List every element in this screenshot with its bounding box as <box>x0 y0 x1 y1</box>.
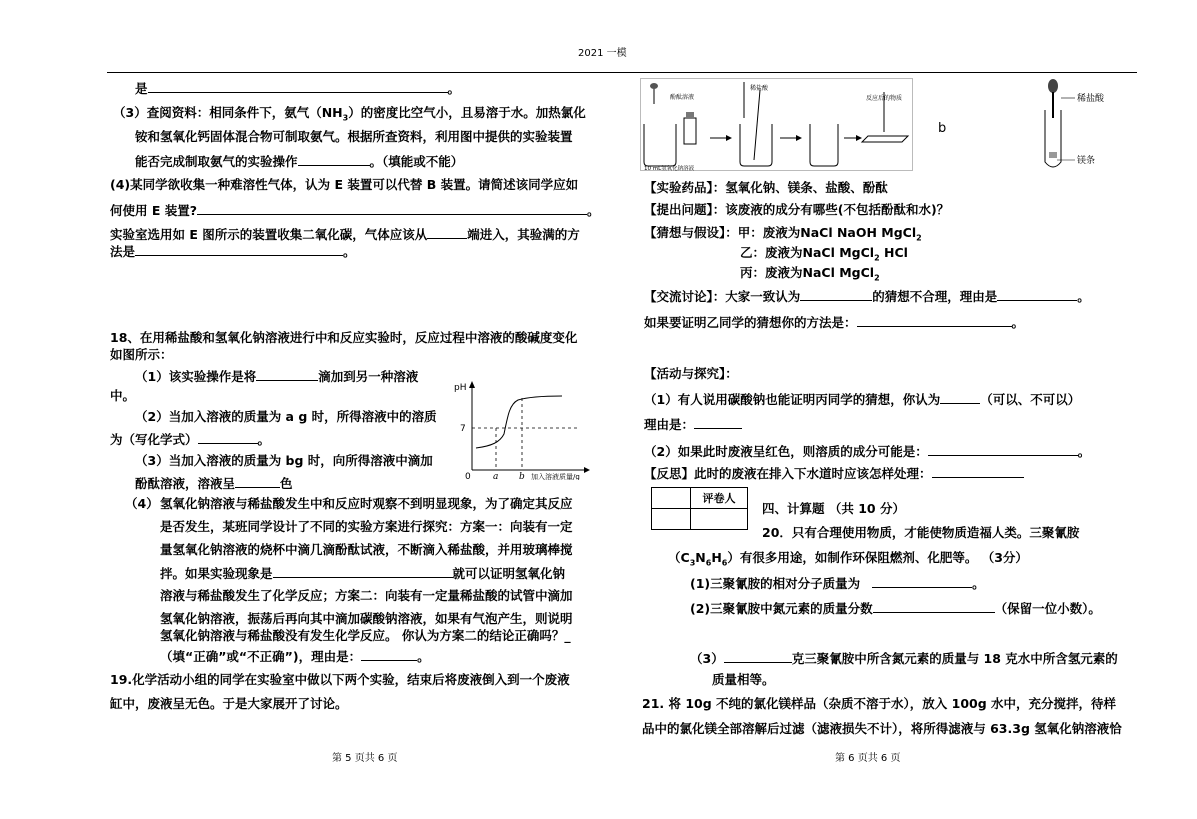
answer-blank[interactable] <box>873 600 995 613</box>
y-tick-7: 7 <box>460 424 466 434</box>
q20-line-a: 20．只有合理使用物质，才能使物质造福人类。三聚氰胺 <box>762 525 1080 540</box>
x-tick-a: a <box>493 472 499 480</box>
answer-blank[interactable] <box>800 288 872 301</box>
answer-blank[interactable] <box>997 288 1077 301</box>
score-table <box>651 487 748 530</box>
magnesium-strip-icon <box>1049 152 1057 158</box>
q18-2-line-a: （2）当加入溶液的质量为 a g 时，所得溶液中的溶质 <box>135 409 437 424</box>
q3-line-c: 铵和氢氧化钙固体混合物可制取氨气。根据所查资料，利用图中提供的实验装置 <box>135 129 573 144</box>
arrow-head-icon <box>796 135 802 141</box>
beaker-icon <box>740 124 772 166</box>
q19-line-a: 19.化学活动小组的同学在实验室中做以下两个实验，结束后将废液倒入到一个废液 <box>110 672 570 687</box>
beaker-icon <box>644 124 676 166</box>
x-tick-b: b <box>519 472 525 480</box>
q18-line-b: 如图所示： <box>110 347 173 362</box>
answer-blank[interactable] <box>197 202 587 215</box>
dropper-bulb-icon <box>650 83 658 89</box>
q18-4-line-h: （填“正确”或“不正确”)，理由是： 。 <box>160 649 430 664</box>
bottle-icon <box>684 118 696 144</box>
q18-4-line-c: 量氢氧化钠溶液的烧杯中滴几滴酚酞试液，不断滴入稀盐酸，并用玻璃棒搅 <box>160 542 573 557</box>
figure-border <box>641 79 913 171</box>
arrow-head-icon <box>726 135 732 141</box>
footer-left: 第 5 页共 6 页 <box>332 753 398 764</box>
q18-3-line-b: 酚酞溶液，溶液呈 色 <box>135 476 293 491</box>
question-line: 【提出问题】：该废液的成分有哪些(不包括酚酞和水)？ <box>644 202 950 217</box>
answer-blank[interactable] <box>857 314 1012 327</box>
y-label: pH <box>454 383 467 393</box>
q18-3-line-a: （3）当加入溶液的质量为 bg 时，向所得溶液中滴加 <box>135 453 433 468</box>
hypothesis-a: 【猜想与假设】：甲：废液为NaCl NaOH MgCl$_2$ <box>644 225 922 243</box>
y-axis-arrow <box>469 381 475 388</box>
answer-blank[interactable] <box>148 80 448 93</box>
beaker-icon <box>810 124 838 166</box>
glass-rod-icon <box>754 90 760 160</box>
footer-right: 第 6 页共 6 页 <box>835 753 901 764</box>
answer-blank[interactable] <box>235 475 280 488</box>
answer-blank[interactable] <box>940 391 980 404</box>
answer-blank[interactable] <box>361 648 417 661</box>
q4-line-b: 何使用 E 装置? 。 <box>110 203 600 218</box>
ph-graph <box>452 376 602 480</box>
glass-plate-icon <box>862 136 908 142</box>
q20-1-line: (1)三聚氰胺的相对分子质量为 。 <box>690 576 985 591</box>
q18-4-line-b: 是否发生，某班同学设计了不同的实验方案进行探究：方案一：向装有一定 <box>160 519 573 534</box>
q20-3-line-c: 质量相等。 <box>712 672 775 687</box>
label-b: b <box>938 121 947 136</box>
label-hcl: 稀盐酸 <box>750 85 769 92</box>
answer-blank[interactable] <box>932 465 1024 478</box>
q21-line-a: 21. 将 10g 不纯的氯化镁样品（杂质不溶于水），放入 100g 水中，充分搅拌，待样 <box>642 696 1117 711</box>
label-hcl2: 稀盐酸 <box>1077 94 1105 104</box>
prove-line: 如果要证明乙同学的猜想你的方法是： 。 <box>644 315 1025 330</box>
score-cell[interactable] <box>652 509 691 530</box>
origin-label: 0 <box>465 472 471 480</box>
q18-4-line-e: 溶液与稀盐酸发生了化学反应；方案二：向装有一定量稀盐酸的试管中滴加 <box>160 588 573 603</box>
grader-label: 评卷人 <box>691 488 748 509</box>
answer-blank[interactable] <box>256 368 318 381</box>
answer-blank[interactable] <box>427 226 467 239</box>
bottle-cap-icon <box>686 112 694 118</box>
activity-2-line: （2）如果此时废液呈红色，则溶质的成分可能是： 。 <box>644 444 1091 459</box>
answer-blank[interactable] <box>694 416 742 429</box>
q18-2-line-b: 为（写化学式） 。 <box>110 432 271 447</box>
x-label: 加入溶液质量/g <box>531 473 580 480</box>
answer-blank[interactable] <box>928 443 1078 456</box>
dropper-bulb-icon <box>1048 79 1058 93</box>
q19-line-b: 缸中，废液呈无色。于是大家展开了讨论。 <box>110 696 348 711</box>
q18-4-line-d: 拌。如果实验现象是 就可以证明氢氧化钠 <box>160 566 566 581</box>
q3-line-d: 能否完成制取氨气的实验操作 。（填能或不能） <box>135 154 464 169</box>
answer-blank[interactable] <box>724 650 792 663</box>
section-4-title: 四、计算题 （共 10 分） <box>762 501 905 516</box>
q21-line-b: 品中的氯化镁全部溶解后过滤（滤液损失不计），将所得滤液与 63.3g 氢氧化钠溶液恰 <box>642 721 1122 736</box>
reflect-line: 【反思】此时的废液在排入下水道时应该怎样处理： <box>644 465 1024 482</box>
grader-cell[interactable] <box>691 509 748 530</box>
q4-line-a: (4)某同学欲收集一种难溶性气体，认为 E 装置可以代替 B 装置。请简述该同学应如 <box>110 177 579 192</box>
q5-line-b: 法是 。 <box>110 244 356 259</box>
q18-4-line-f: 氢氧化钠溶液，振荡后再向其中滴加碳酸钠溶液，如果有气泡产生，则说明 <box>160 611 573 626</box>
answer-blank[interactable] <box>198 431 258 444</box>
q18-4-line-a: 氢氧化钠溶液与稀盐酸发生中和反应时观察不到明显现象，为了确定其反应 <box>160 496 573 511</box>
label-naoh: 10 mL氢氧化钠溶液 <box>644 166 695 172</box>
experiment-figure <box>640 78 915 172</box>
answer-blank[interactable] <box>273 565 453 578</box>
line-1: 是 。 <box>135 81 461 96</box>
hypothesis-b: 乙：废液为NaCl MgCl$_2$ HCl <box>740 245 908 263</box>
q20-3-line-a: （3） 克三聚氰胺中所含氮元素的质量与 18 克水中所含氢元素的 <box>690 651 1118 666</box>
header-rule <box>107 72 1137 73</box>
q5-line-a: 实验室选用如 E 图所示的装置收集二氧化碳，气体应该从 端进入，其验满的方 <box>110 227 580 242</box>
answer-blank[interactable] <box>298 153 370 166</box>
drugs-line: 【实验药品】：氢氧化钠、镁条、盐酸、酚酞 <box>644 180 888 195</box>
activity-heading: 【活动与探究】： <box>644 366 738 381</box>
test-tube-figure <box>1035 78 1150 174</box>
q18-4-num: （4） <box>125 496 159 511</box>
q20-2-line: (2)三聚氰胺中氮元素的质量分数 （保留一位小数）。 <box>690 601 1101 616</box>
q18-1-line-c: 中。 <box>110 388 136 403</box>
test-tube-icon <box>1045 110 1061 167</box>
label-phenol: 酚酞溶液 <box>670 94 695 101</box>
answer-blank[interactable] <box>135 243 343 256</box>
header-title: 2021 一模 <box>578 48 627 59</box>
answer-blank[interactable] <box>872 575 972 588</box>
q18-line-a: 18、在用稀盐酸和氢氧化钠溶液进行中和反应实验时，反应过程中溶液的酸碱度变化 <box>110 330 578 345</box>
label-after: 反应后的物质 <box>866 95 903 102</box>
discussion-line: 【交流讨论】：大家一致认为 的猜想不合理，理由是 。 <box>644 289 1090 304</box>
ph-curve <box>476 396 562 448</box>
activity-1-line-c: 理由是： <box>644 416 742 433</box>
q3-line-a: （3）查阅资料：相同条件下，氨气$(NH_3)$的密度比空气小，且易溶于水。加热氯化 <box>113 105 586 123</box>
q18-4-line-g: 氢氧化钠溶液与稀盐酸没有发生化学反应。 你认为方案二的结论正确吗？_ <box>160 628 571 643</box>
arrow-head-icon <box>856 135 862 141</box>
q18-1-line-a: （1）该实验操作是将 滴加到另一种溶液 <box>135 369 419 384</box>
q20-line-b: $(C_3N_6H_6)$有很多用途，如制作环保阻燃剂、化肥等。 （3分） <box>668 550 1028 568</box>
x-axis-arrow <box>584 467 590 473</box>
score-cell[interactable] <box>652 488 691 509</box>
hypothesis-c: 丙：废液为NaCl MgCl$_2$ <box>740 265 880 283</box>
label-mg: 镁条 <box>1077 156 1096 166</box>
activity-1-line-a: （1）有人说用碳酸钠也能证明丙同学的猜想，你认为 （可以、不可以） <box>644 392 1081 407</box>
